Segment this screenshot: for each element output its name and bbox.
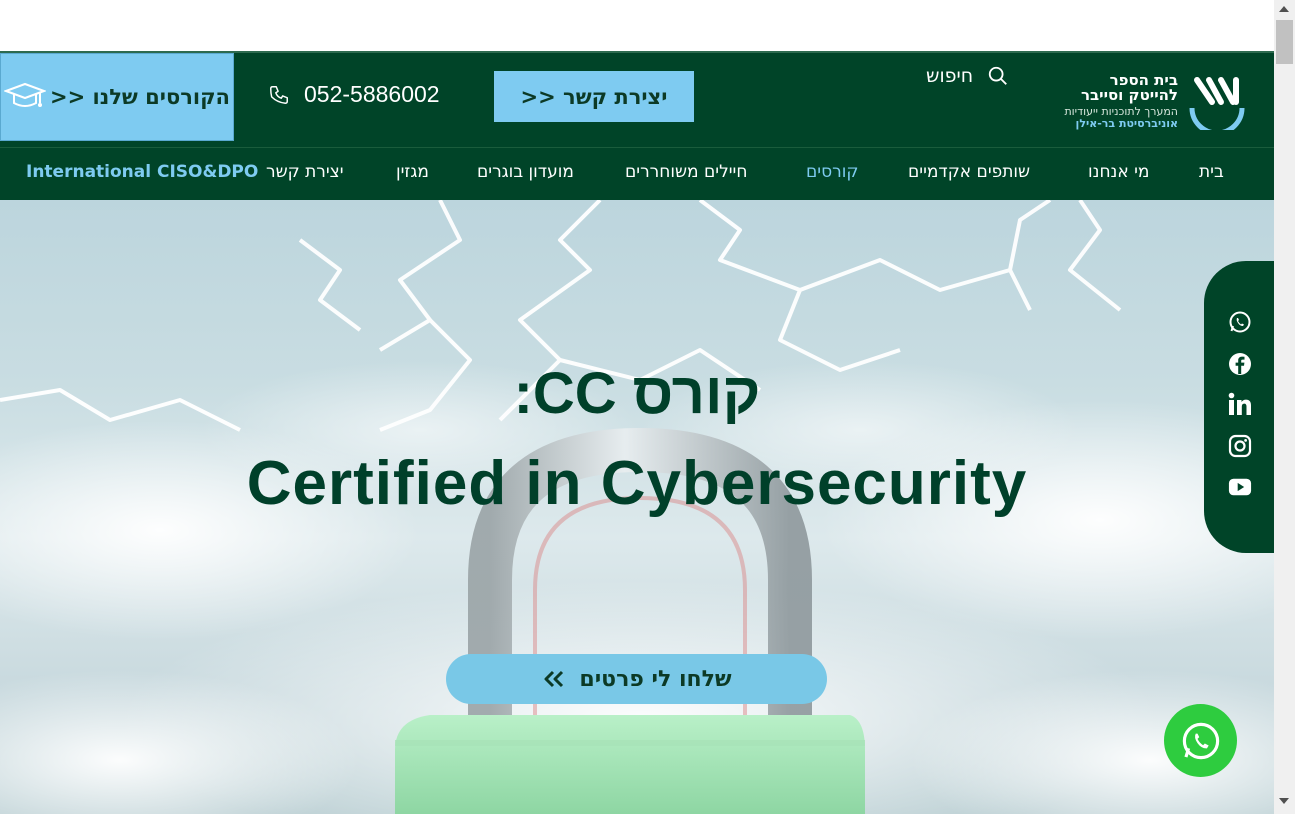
- instagram-icon[interactable]: [1228, 434, 1252, 458]
- nav-courses[interactable]: קורסים: [806, 162, 859, 182]
- courses-button-label: הקורסים שלנו <<: [50, 85, 230, 109]
- search-icon: [987, 65, 1009, 87]
- nav-magazine[interactable]: מגזין: [396, 162, 429, 182]
- phone-icon: [268, 84, 290, 106]
- double-chevron-left-icon: [541, 669, 565, 689]
- hero-title-line-2: Certified in Cybersecurity: [246, 449, 1028, 518]
- send-button-label: שלחו לי פרטים: [579, 666, 732, 692]
- logo-mark-icon: [1188, 72, 1246, 130]
- nav-alumni-club[interactable]: מועדון בוגרים: [477, 162, 574, 182]
- social-sidebar: [1204, 261, 1274, 553]
- linkedin-icon[interactable]: [1228, 392, 1252, 416]
- nav-about[interactable]: מי אנחנו: [1088, 162, 1150, 182]
- logo-line-4: אוניברסיטת בר-אילן: [1075, 116, 1178, 130]
- page-scrollbar[interactable]: [1274, 0, 1295, 814]
- nav-international-ciso-dpo[interactable]: International CISO&DPO: [26, 162, 259, 182]
- whatsapp-chat-button[interactable]: [1164, 704, 1237, 777]
- whatsapp-icon[interactable]: [1228, 310, 1252, 334]
- nav-contact[interactable]: יצירת קשר: [266, 162, 344, 182]
- nav-home[interactable]: בית: [1199, 162, 1224, 182]
- scrollbar-thumb[interactable]: [1276, 20, 1293, 64]
- our-courses-button[interactable]: [0, 53, 234, 141]
- facebook-icon[interactable]: [1228, 352, 1252, 376]
- header-contact-button[interactable]: [494, 71, 694, 122]
- logo-line-3: המערך לתוכניות ייעודיות: [1064, 105, 1178, 119]
- top-blank-band: [0, 0, 1274, 51]
- youtube-icon[interactable]: [1228, 475, 1252, 499]
- graduation-cap-icon: [4, 81, 46, 113]
- contact-button-label: יצירת קשר <<: [520, 84, 668, 109]
- phone-number: 052-5886002: [304, 81, 440, 107]
- whatsapp-icon: [1180, 720, 1222, 762]
- logo-line-1: בית הספר: [1109, 70, 1178, 89]
- search-label: חיפוש: [926, 65, 974, 87]
- search-toggle[interactable]: [926, 65, 1009, 87]
- send-me-details-button[interactable]: [446, 654, 827, 704]
- hero-section: [0, 200, 1274, 814]
- logo-text: [1064, 70, 1178, 130]
- nav-discharged-soldiers[interactable]: חיילים משוחררים: [625, 162, 748, 182]
- logo-line-2: להייטק וסייבר: [1080, 86, 1178, 105]
- site-header: [0, 51, 1274, 147]
- nav-academic-partners[interactable]: שותפים אקדמיים: [908, 162, 1031, 182]
- phone-link[interactable]: [268, 81, 440, 108]
- hero-title-line-1: קורס CC:: [513, 361, 761, 426]
- scroll-down-arrow-icon[interactable]: [1279, 798, 1289, 804]
- scroll-up-arrow-icon[interactable]: [1279, 6, 1289, 12]
- main-nav: [0, 147, 1274, 200]
- site-logo[interactable]: [1040, 69, 1246, 133]
